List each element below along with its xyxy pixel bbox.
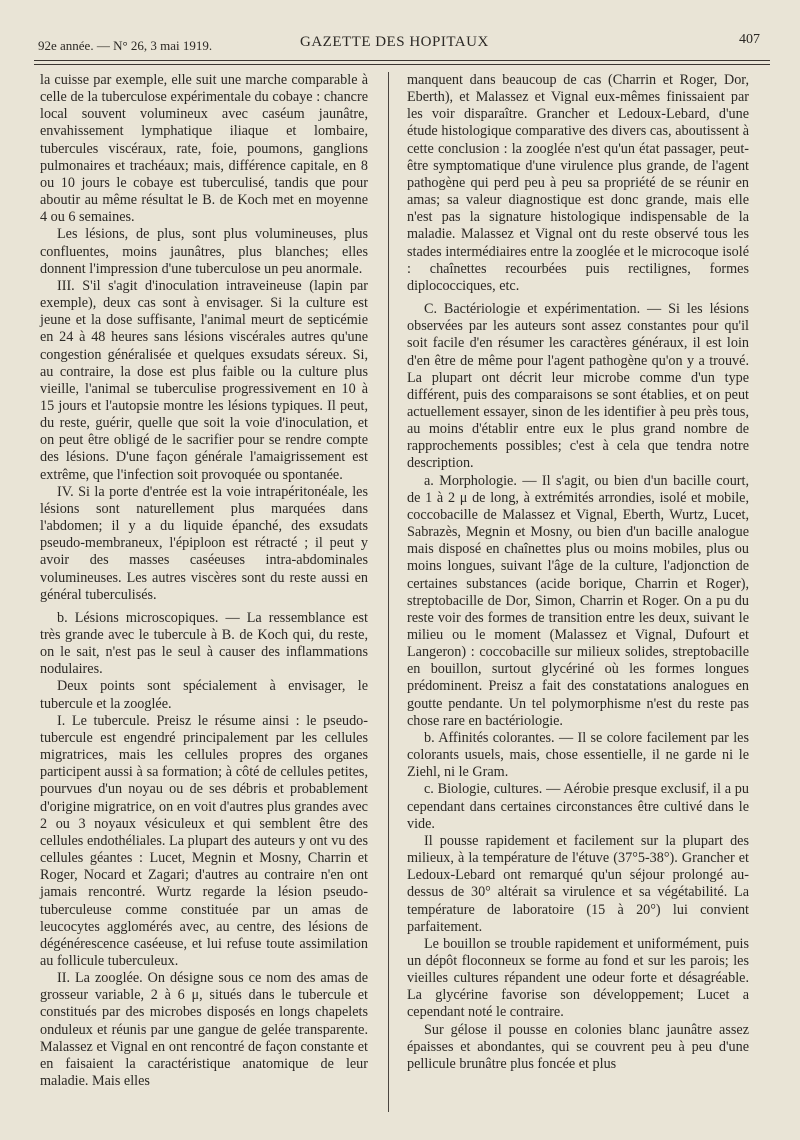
- paragraph: Le bouillon se trouble rapidement et uniformément, puis un dépôt floconneux se forme au fond et sur les parois; les vieilles cultures répandent une odeur forte et désagréable. La glycérine favorise son développement; Lucet a cependant noté le contraire.: [407, 935, 749, 1021]
- paragraph: Deux points sont spécialement à envisager, le tubercule et la zooglée.: [40, 678, 368, 712]
- paragraph: III. S'il s'agit d'inoculation intraveineuse (lapin par exemple), deux cas sont à envisager. Si la culture est jeune et la dose suffisante, l'animal meurt de septicémie en 24 à 48 heures sans lésions viscérales autres qu'une congestion généralisée et quelques exsudats séreux. Si, au contraire, la dose est plus faible ou la culture plus vieille, l'animal se tuberculise progressivement en 10 à 15 jours et l'autopsie montre les lésions typiques. Il peut, du reste, guérir, quelle que soit la voie d'inoculation, et on peut être obligé de le sacrifier pour se rendre compte des lésions. D'une façon générale l'amaigrissement est extrême, que l'infection soit provoquée ou spontanée.: [40, 277, 368, 483]
- header-rule-top: [34, 60, 770, 61]
- paragraph: c. Biologie, cultures. — Aérobie presque exclusif, il a pu cependant dans certaines circonstances être cultivé dans le vide.: [407, 781, 749, 832]
- paragraph: a. Morphologie. — Il s'agit, ou bien d'un bacille court, de 1 à 2 μ de long, à extrémités arrondies, isolé et mobile, coccobacille de Malassez et Vignal, Eberth, Wurtz, Lucet, Sabrazès, Megnin et Mosny, ou bien d'un bacille analogue mais disposé en chaînettes plus ou moins mobiles, plus ou moins longues, suivant l'âge de la culture, l'adjonction de certaines substances (acide borique, Charrin et Roger), streptobacille de Dor, Simon, Charrin et Roger. On a pu du reste voir des formes de transition entre les deux, suivant le milieu ou le moment (Malassez et Vignal, Dufourt et Langeron) : coccobacille sur milieux solides, streptobacille en bouillon, surtout glycériné où les formes longues prédominent. Preisz a fait des constatations analogues en goutte pendante. Un tel polymorphisme n'est du reste pas chose rare en bactériologie.: [407, 472, 749, 729]
- paragraph: Sur gélose il pousse en colonies blanc jaunâtre assez épaisses et abondantes, qui se couvrent peu à peu d'une pellicule brunâtre plus foncée et plus: [407, 1021, 749, 1072]
- paragraph: manquent dans beaucoup de cas (Charrin et Roger, Dor, Eberth), et Malassez et Vignal eux-mêmes finissaient par les voir disparaître. Grancher et Ledoux-Lebard, d'une étude histologique comparative des divers cas, aboutissent à cette conclusion : la zooglée n'est qu'un état passager, peut-être symptomatique d'une virulence plus grande, de l'agent pathogène qui perd peu à peu sa propriété de se réunir en amas; sa valeur diagnostique est donc grande, mais elle n'est pas la signature histologique indispensable de la maladie. Malassez et Vignal ont du reste observé tous les stades intermédiaires entre la zooglée et le microcoque isolé : chaînettes recourbées puis rectilignes, formes diplococciques, etc.: [407, 72, 749, 294]
- paragraph: la cuisse par exemple, elle suit une marche comparable à celle de la tuberculose expérimentale du cobaye : chancre local souvent volumineux avec caséum jaunâtre, envahissement lymphatique iliaque et lombaire, tubercules viscéraux, rate, foie, poumons, ganglions pulmonaires et trachéaux; mais, différence capitale, en 8 ou 10 jours le cobaye est tuberculisé, tandis que pour aboutir au même résultat le B. de Koch met en moyenne 4 ou 6 semaines.: [40, 72, 368, 226]
- journal-title: GAZETTE DES HOPITAUX: [300, 34, 489, 50]
- paragraph: I. Le tubercule. Preisz le résume ainsi : le pseudo-tubercule est engendré principalement par les cellules migratrices, mais les cellules propres des organes participent aussi à sa formation; à côté de cellules petites, pourvues d'un noyau ou de ses débris et probablement d'origine migratrice, on en voit d'autres plus grandes avec 2 ou 3 noyaux vésiculeux et qui semblent être des cellules endothéliales. La plupart des auteurs y ont vu des cellules géantes : Lucet, Megnin et Mosny, Charrin et Roger, Nocard et Zagari; d'autres au contraire n'en ont jamais rencontré. Wurtz regarde la lésion pseudo-tuberculeuse comme constituée par un amas de leucocytes agglomérés avec, au centre, des lésions de dégénérescence caséeuse, et lui refuse toute assimilation au follicule tuberculeux.: [40, 712, 368, 969]
- paragraph: II. La zooglée. On désigne sous ce nom des amas de grosseur variable, 2 à 6 μ, situés dans le tubercule et constitués par des microbes disposés en longs chapelets onduleux et réunis par une gangue de gelée transparente. Malassez et Vignal en ont rencontré de façon constante et en faisaient la caractéristique anatomique de leur maladie. Mais elles: [40, 970, 368, 1090]
- paragraph: b. Lésions microscopiques. — La ressemblance est très grande avec le tubercule à B. de Koch qui, du reste, on le sait, n'est pas le seul à causer des inflammations nodulaires.: [40, 609, 368, 678]
- page-header: [38, 30, 760, 56]
- paragraph: C. Bactériologie et expérimentation. — Si les lésions observées par les auteurs sont assez constantes pour qu'il soit facile d'en résumer les caractères généraux, il est loin d'en être de même pour l'agent pathogène qu'on y a trouvé. La plupart ont décrit leur microbe comme d'un type différent, puis des comparaisons se sont établies, et on peut actuellement essayer, sinon de les identifier à peu près tous, au moins d'établir entre eux le plus grand nombre de rapprochements possibles; c'est à cela que tendra notre description.: [407, 301, 749, 472]
- paragraph: Il pousse rapidement et facilement sur la plupart des milieux, à la température de l'étuve (37°5-38°). Grancher et Ledoux-Lebard ont remarqué qu'un séjour prolongé au-dessus de 30° altérait sa virulence et sa végétabilité. La température de laboratoire (15 à 20°) lui convient parfaitement.: [407, 832, 749, 935]
- right-column: [407, 72, 749, 1073]
- paragraph: b. Affinités colorantes. — Il se colore facilement par les colorants usuels, mais, chose essentielle, il ne garde ni le Ziehl, ni le Gram.: [407, 729, 749, 781]
- paragraph: IV. Si la porte d'entrée est la voie intrapéritonéale, les lésions sont naturellement plus marquées dans l'abdomen; il y a du liquide épanché, des exsudats pseudo-membraneux, l'épiploon est rétracté ; il peut y avoir des masses caséeuses intra-abdominales volumineuses. Les autres viscères sont du reste aussi en général tuberculisés.: [40, 483, 368, 603]
- header-rule-bottom: [34, 64, 770, 65]
- page-number: 407: [739, 32, 760, 47]
- column-divider: [388, 72, 389, 1112]
- left-column: [40, 72, 368, 1090]
- paragraph: Les lésions, de plus, sont plus volumineuses, plus confluentes, moins jaunâtres, plus blanches; elles donnent l'impression d'une tuberculose un peu anormale.: [40, 226, 368, 277]
- issue-line: 92e année. — N° 26, 3 mai 1919.: [38, 38, 213, 53]
